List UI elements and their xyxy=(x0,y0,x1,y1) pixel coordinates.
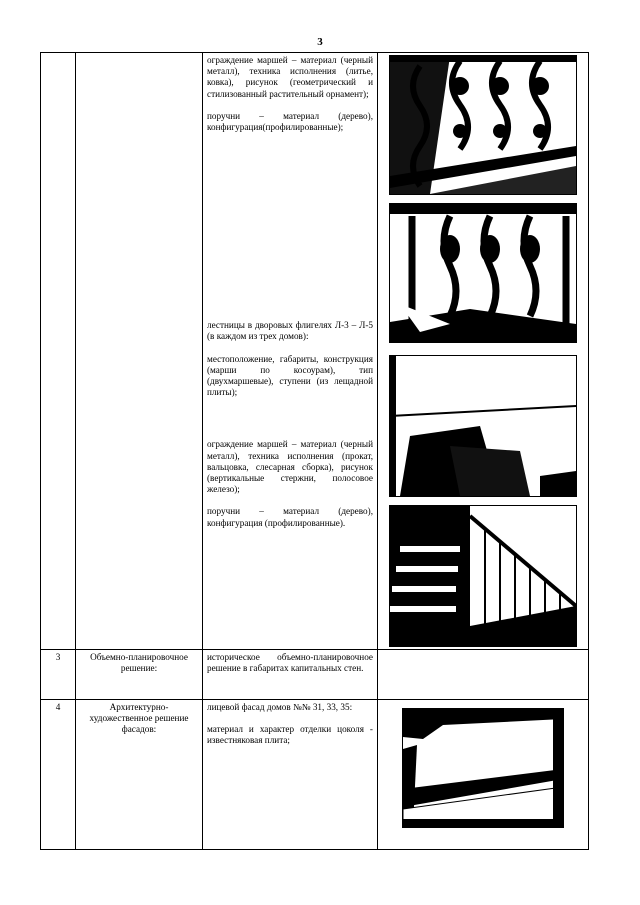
row-name-cell: Объемно-планировочное решение: xyxy=(76,650,203,700)
row-name-cell: Архитектурно-художественное решение фасадов: xyxy=(76,700,203,850)
table-row xyxy=(41,650,589,700)
row-image-cell xyxy=(378,650,589,700)
metal-railing-stair-photo xyxy=(389,505,577,647)
row-image-cell xyxy=(378,700,589,850)
row-number-cell: 4 xyxy=(41,700,76,850)
row-image-cell xyxy=(378,53,589,650)
paragraph: лестницы в дворовых флигелях Л-3 – Л-5 (в каждом из трех домов): xyxy=(207,320,373,342)
paragraph: лицевой фасад домов №№ 31, 33, 35: xyxy=(207,702,353,712)
cast-iron-railing-photo xyxy=(389,55,577,195)
row-description-cell xyxy=(203,700,378,850)
paragraph: ограждение маршей – материал (черный металл), техника исполнения (прокат, вальцовка, слесарная сборка), рисунок (вертикальные стержни, полосовое железо); xyxy=(207,439,373,495)
paragraph: материал и характер отделки цоколя - известняковая плита; xyxy=(207,724,373,746)
paragraph: ограждение маршей – материал (черный металл), техника исполнения (литье, ковка), рисунок (геометрический и стилизованный растительный орнамент); xyxy=(207,55,373,99)
page-number: 3 xyxy=(317,36,323,48)
baluster-detail-photo xyxy=(389,203,577,343)
paragraph: поручни – материал (дерево), конфигурация(профилированные); xyxy=(207,110,373,133)
table-row xyxy=(41,53,589,650)
document-table xyxy=(40,52,589,850)
row-number-cell: 3 xyxy=(41,650,76,700)
paragraph: местоположение, габариты, конструкция (марши по косоурам), тип (двухмаршевые), ступени (из лещадной плиты); xyxy=(207,353,373,398)
row-number-cell xyxy=(41,53,76,650)
row-description-cell: историческое объемно-планировочное решение в габаритах капитальных стен. xyxy=(203,650,378,700)
table-row xyxy=(41,700,589,850)
row-description-cell xyxy=(203,53,378,650)
staircase-corner-photo xyxy=(389,355,577,497)
facade-plinth-photo xyxy=(402,708,564,828)
paragraph: поручни – материал (дерево), конфигурация (профилированные). xyxy=(207,506,373,528)
row-name-cell xyxy=(76,53,203,650)
